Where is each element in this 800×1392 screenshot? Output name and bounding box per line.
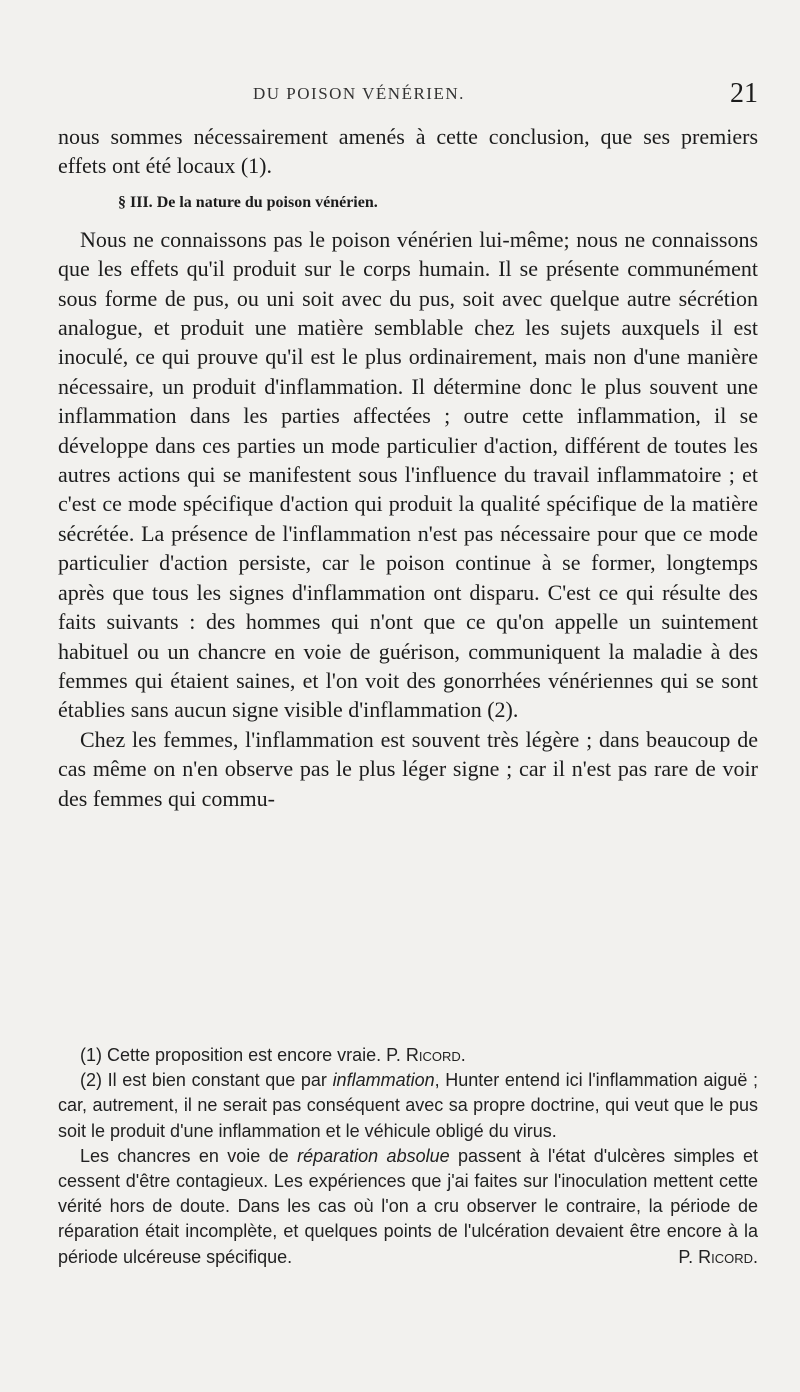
footnote-2-emphasis-2: réparation absolue bbox=[297, 1145, 450, 1166]
section-title: De la nature du poison vénérien. bbox=[156, 193, 378, 211]
footnote-2-text-b: , Hunter entend ici l'inflammation aiguë ; car, autrement, il ne serait pas conséquent avec sa propre doctrine, qui veut que le pus soit le produit d'une inflammation et le véhicule obligé du virus. bbox=[58, 1070, 758, 1141]
paragraph-continuation: nous sommes nécessairement amenés à cette conclusion, que ses premiers effets ont été locaux (1). bbox=[58, 124, 758, 179]
footnote-1-signature: P. Ricord. bbox=[386, 1045, 466, 1065]
running-head bbox=[58, 78, 758, 118]
footnote-2-continued bbox=[58, 1144, 758, 1270]
section-number: § III. bbox=[118, 193, 153, 211]
footnote-2-emphasis: inflammation bbox=[332, 1070, 435, 1091]
footnote-2-text-a: (2) Il est bien constant que par bbox=[80, 1070, 327, 1091]
footnote-2-text-c: Les chancres en voie de bbox=[80, 1145, 289, 1166]
footnote-2-text-d: passent à l'état d'ulcères simples et cessent d'être contagieux. Les expériences que j'ai faites sur l'inoculation mettent cette vérité hors de doute. Dans les cas où l'on a cru observer le contraire, la période de réparation était incomplète, et quelques points de l'ulcération devaient être encore à la période ulcéreuse spécifique. bbox=[58, 1145, 758, 1267]
paragraph: Nous ne connaissons pas le poison vénérien lui-même; nous ne connaissons que les effets qu'il produit sur le corps humain. Il se présente communément sous forme de pus, ou uni soit avec du pus, soit avec quelque autre sécrétion analogue, et produit une matière semblable chez les sujets auxquels il est inoculé, ce qui prouve qu'il est le plus ordinairement, mais non d'une manière nécessaire, un produit d'inflammation. Il détermine donc le plus souvent une inflammation dans les parties affectées ; outre cette inflammation, il se développe dans ces parties un mode particulier d'action, différent de toutes les autres actions qui se manifestent sous l'influence du travail inflammatoire ; et c'est ce mode spécifique d'action qui produit la qualité spécifique de la matière sécrétée. La présence de l'inflammation n'est pas nécessaire pour que ce mode particulier d'action persiste, car le poison continue à se former, longtemps après que tous les signes d'inflammation ont disparu. C'est ce qui résulte des faits suivants : des hommes qui n'ont que ce qu'on appelle un suintement habituel ou un chancre en voie de guérison, communiquent la maladie à des femmes qui étaient saines, et l'on voit des gonorrhées vénériennes qui se sont établies sans aucun signe visible d'inflammation (2). bbox=[58, 226, 758, 723]
footnote-1-text: (1) Cette proposition est encore vraie. bbox=[80, 1045, 382, 1065]
page-number: 21 bbox=[730, 78, 758, 109]
paragraph: Chez les femmes, l'inflammation est souvent très légère ; dans beaucoup de cas même on n'en observe pas le plus léger signe ; car il n'est pas rare de voir des femmes qui commu- bbox=[58, 726, 758, 811]
main-text bbox=[58, 122, 758, 813]
footnote-2-signature: P. Ricord. bbox=[678, 1246, 758, 1267]
footnote-1 bbox=[58, 1043, 758, 1068]
footnotes bbox=[58, 1043, 758, 1270]
footnote-2 bbox=[58, 1068, 758, 1144]
section-heading bbox=[58, 191, 758, 215]
running-title: DU POISON VÉNÉRIEN. bbox=[253, 84, 465, 103]
